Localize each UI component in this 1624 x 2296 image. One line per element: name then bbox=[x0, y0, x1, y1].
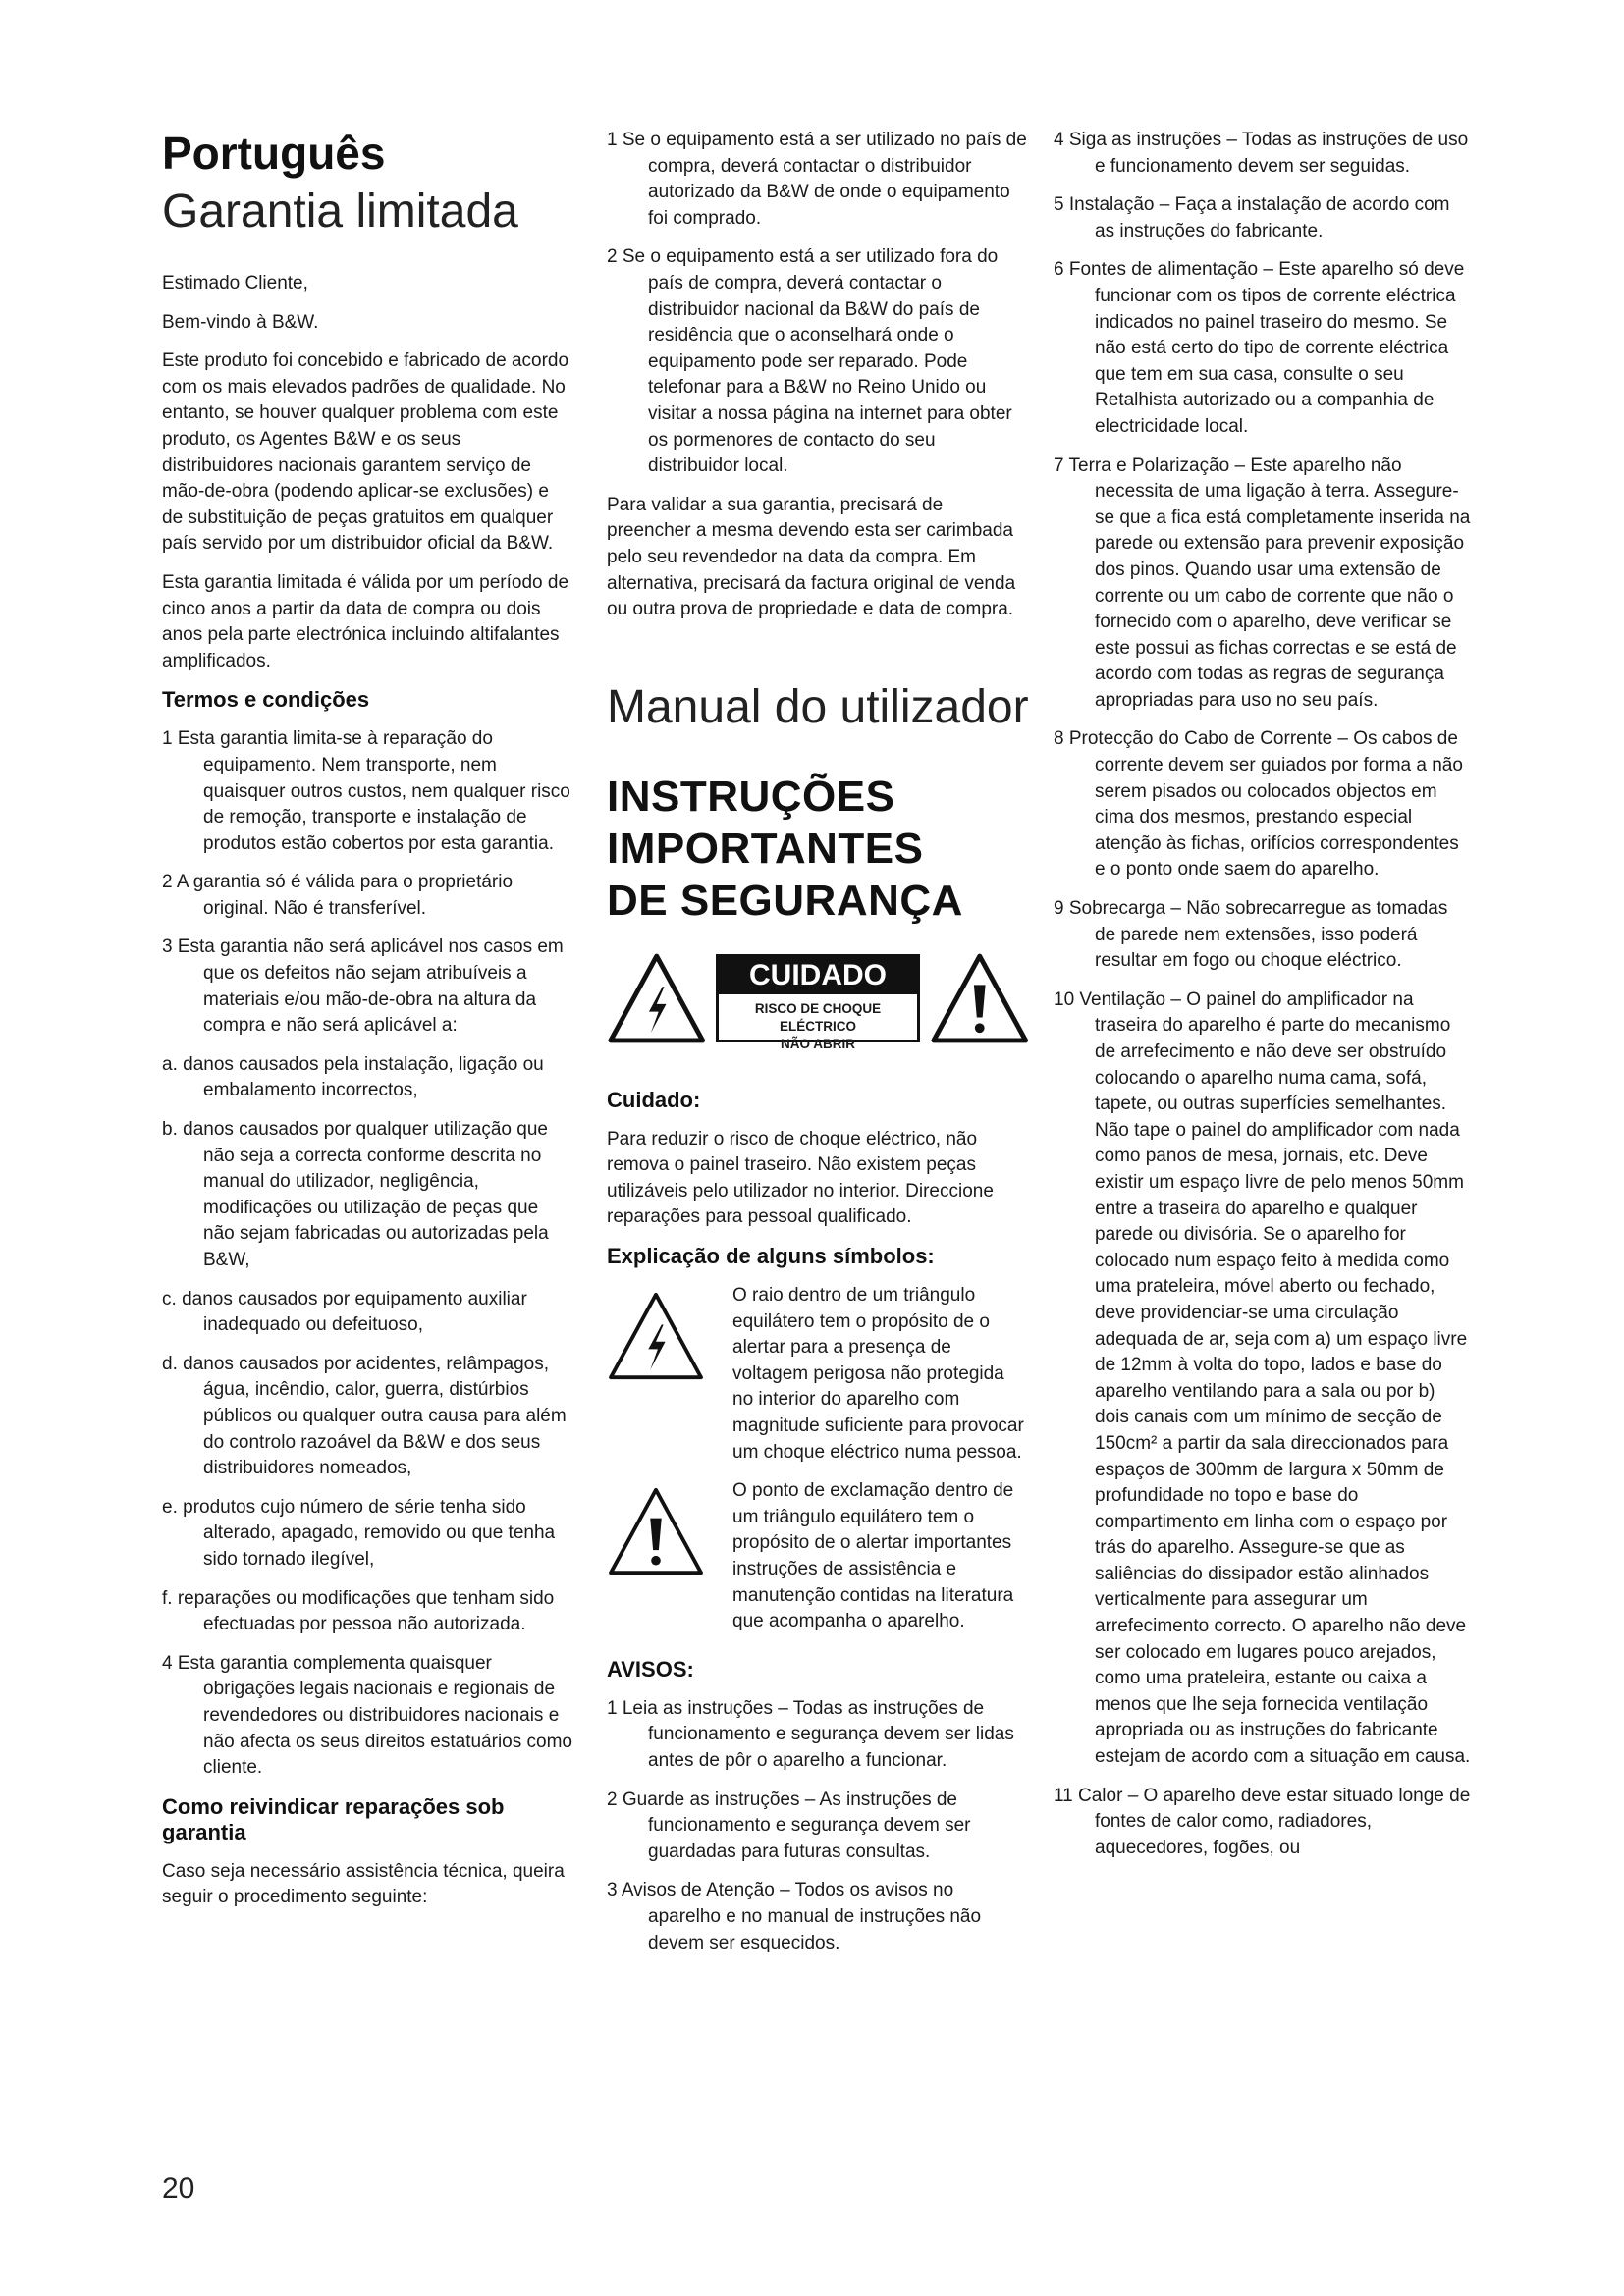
list-item bbox=[1054, 988, 1471, 1771]
item-number: 4 bbox=[1054, 130, 1064, 150]
item-text: Ventilação – O painel do amplificador na traseira do aparelho é parte do mecanismo de arrefecimento e não deve ser obstruído colocando o aparelho numa cama, sofá, tapete, ou outras superfícies semelhantes. Não tape o painel do amplificador com nada como panos de mesa, jornais, etc. Deve existir um espaço livre de pelo menos 50mm entre a traseira do aparelho e qualquer parede ou divisória. Se o aparelho for colocado num espaço feito à medida como uma prateleira, móvel aberto ou fechado, deve providenciar-se uma circulação adequada de ar, seja com a) um espaço livre de 12mm à volta do topo, lados e base do aparelho ventilando para a sala ou por b) dois canais com um mínimo de secção de 150cm² a partir da sala direccionados para espaços de 300mm de largura x 50mm de profundidade no topo e base do compartimento em linha com o espaço por trás do aparelho. Assegure-se que as saliências do dissipador estão alinhados verticalmente para assegurar um arrefecimento correcto. O aparelho não deve ser colocado em lugares pouco arejados, como uma prateleira, estante ou caixa a menos que lhe seja fornecida ventilação apropriada ou as instruções do fabricante estejam de acordo com a situação em causa. bbox=[1079, 988, 1471, 1768]
item-number: 2 bbox=[162, 872, 173, 893]
welcome: Bem-vindo à B&W. bbox=[162, 311, 319, 333]
lightning-triangle-icon bbox=[607, 1291, 705, 1381]
list-item bbox=[1054, 128, 1471, 180]
caution-box-line1: RISCO DE CHOQUE ELÉCTRICO bbox=[754, 1000, 882, 1034]
warnings-heading: AVISOS: bbox=[607, 1656, 694, 1682]
safety-title-line2: IMPORTANTES bbox=[607, 824, 924, 873]
caution-box bbox=[716, 954, 919, 1051]
item-number: 5 bbox=[1054, 194, 1064, 216]
item-text: Protecção do Cabo de Corrente – Os cabos de corrente devem ser guiados por forma a não serem pisados ou colocados objectos em cima dos mesmos, prestando especial atenção às fichas, orifícios correspondentes e o ponto onde saem do aparelho. bbox=[1068, 728, 1463, 881]
item-text: produtos cujo número de série tenha sido alterado, apagado, removido ou que tenha sido tornado ilegível, bbox=[183, 1496, 556, 1570]
list-item bbox=[162, 1052, 574, 1104]
list-item bbox=[162, 1117, 574, 1274]
list-item bbox=[162, 870, 574, 922]
item-number: 7 bbox=[1054, 454, 1064, 476]
warranty-title: Garantia limitada bbox=[162, 186, 518, 238]
safety-title bbox=[607, 771, 1029, 927]
item-text: Terra e Polarização – Este aparelho não necessita de uma ligação à terra. Assegure-se que a fica está completamente inserida na parede ou extensão para prevenir exposição dos pinos. Quando usar uma extensão de corrente ou um cabo de corrente que não o fornecido com o aparelho, deve verificar se este possui as fichas correctas e se está de acordo com todas as regras de segurança apropriadas para uso no seu país. bbox=[1068, 454, 1471, 711]
exclamation-triangle-icon bbox=[607, 1486, 705, 1576]
symbol-icon-cell bbox=[607, 1283, 732, 1466]
item-text: Calor – O aparelho deve estar situado longe de fontes de calor como, radiadores, aquecedores, fogões, ou bbox=[1078, 1785, 1471, 1858]
language-title: Português bbox=[162, 128, 386, 179]
safety-title-line1: INSTRUÇÕES bbox=[607, 772, 895, 821]
terms-heading: Termos e condições bbox=[162, 687, 370, 713]
caution-box-text bbox=[719, 1000, 916, 1053]
exclamation-explanation: O ponto de exclamação dentro de um triângulo equilátero tem o propósito de o alertar importantes instruções de assistência e manutenção contidas na literatura que acompanha o aparelho. bbox=[732, 1480, 1014, 1632]
caution-box-line2: NÃO ABRIR bbox=[781, 1036, 855, 1051]
symbol-explanation-lightning bbox=[607, 1283, 1029, 1466]
column-middle bbox=[607, 128, 1029, 1969]
item-number: 9 bbox=[1054, 898, 1064, 920]
list-item bbox=[162, 1651, 574, 1782]
item-number: e. bbox=[162, 1496, 178, 1518]
item-number: 3 bbox=[162, 936, 173, 958]
list-item bbox=[1054, 257, 1471, 440]
item-text: Esta garantia limita-se à reparação do equipamento. Nem transporte, nem quaisquer outros custos, nem qualquer risco de remoção, transporte e instalação de produtos estão cobertos por esta garantia. bbox=[177, 728, 570, 854]
column-left bbox=[162, 128, 574, 1924]
list-item bbox=[162, 1495, 574, 1574]
item-number: 1 bbox=[162, 728, 173, 750]
caution-label bbox=[607, 944, 1029, 1052]
item-number: 10 bbox=[1054, 988, 1075, 1010]
item-text: danos causados pela instalação, ligação ou embalamento incorrectos, bbox=[183, 1053, 544, 1101]
list-item bbox=[607, 244, 1029, 479]
symbol-icon-cell bbox=[607, 1478, 732, 1635]
item-text: Se o equipamento está a ser utilizado no país de compra, deverá contactar o distribuidor autorizado da B&W de onde o equipamento foi comprado. bbox=[622, 130, 1027, 229]
claims-heading: Como reivindicar reparações sob garantia bbox=[162, 1793, 505, 1844]
list-item bbox=[162, 1586, 574, 1638]
list-item bbox=[607, 1696, 1029, 1775]
item-text: danos causados por acidentes, relâmpagos, água, incêndio, calor, guerra, distúrbios públicos ou qualquer outra causa para além do controlo razoável da B&W e dos seus distribuidores nomeados, bbox=[183, 1353, 567, 1479]
lightning-triangle-icon bbox=[607, 951, 706, 1045]
symbol-explanation-exclamation bbox=[607, 1478, 1029, 1635]
item-number: 8 bbox=[1054, 728, 1064, 750]
lightning-explanation: O raio dentro de um triângulo equilátero tem o propósito de o alertar para a presença de voltagem perigosa não protegida no interior do aparelho com magnitude suficiente para provocar um choque eléctrico numa pessoa. bbox=[732, 1285, 1024, 1463]
item-number: 1 bbox=[607, 130, 618, 150]
warranty-intro: Este produto foi concebido e fabricado de acordo com os mais elevados padrões de qualidade. No entanto, se houver qualquer problema com este produto, os Agentes B&W e os seus distribuidores nacionais garantem serviço de mão-de-obra (podendo aplicar-se exclusões) e de substituição de peças gratuitos em qualquer país servido por um distribuidor oficial da B&W. bbox=[162, 350, 569, 555]
item-number: 1 bbox=[607, 1697, 618, 1719]
item-text: Instalação – Faça a instalação de acordo com as instruções do fabricante. bbox=[1068, 194, 1450, 241]
item-text: reparações ou modificações que tenham sido efectuadas por pessoa não autorizada. bbox=[177, 1587, 555, 1635]
item-text: Fontes de alimentação – Este aparelho só deve funcionar com os tipos de corrente eléctrica indicados no painel traseiro do mesmo. Se não está certo do tipo de corrente eléctrica que tem em sua casa, consulte o seu Retalhista autorizado ou a companhia de electricidade local. bbox=[1068, 259, 1465, 437]
item-text: Guarde as instruções – As instruções de funcionamento e segurança devem ser guardadas para futuras consultas. bbox=[622, 1789, 971, 1862]
item-number: 2 bbox=[607, 246, 618, 268]
item-text: danos causados por equipamento auxiliar inadequado ou defeituoso, bbox=[182, 1288, 527, 1336]
item-number: 4 bbox=[162, 1652, 173, 1674]
symbols-heading: Explicação de alguns símbolos: bbox=[607, 1244, 935, 1269]
caution-text: Para reduzir o risco de choque eléctrico, não remova o painel traseiro. Não existem peças utilizáveis pelo utilizador no interior. Direccione reparações para pessoal qualificado. bbox=[607, 1128, 994, 1228]
item-text: Siga as instruções – Todas as instruções de uso e funcionamento devem ser seguidas. bbox=[1068, 130, 1469, 177]
item-text: Leia as instruções – Todas as instruções de funcionamento e segurança devem ser lidas antes de pôr o aparelho a funcionar. bbox=[622, 1697, 1014, 1771]
item-text: Se o equipamento está a ser utilizado fora do país de compra, deverá contactar o distribuidor nacional da B&W do país de residência que o aconselhará onde o equipamento pode ser reparado. Pode telefonar para a B&W no Reino Unido ou visitar a nossa página na internet para obter os pormenores de contacto do seu distribuidor local. bbox=[622, 246, 1012, 477]
caution-box-title: CUIDADO bbox=[719, 957, 916, 994]
item-text: Esta garantia não será aplicável nos casos em que os defeitos não sejam atribuíveis a materiais e/ou mão-de-obra na altura da compra e não será aplicável a: bbox=[177, 936, 564, 1037]
greeting: Estimado Cliente, bbox=[162, 273, 308, 294]
manual-title: Manual do utilizador bbox=[607, 680, 1029, 733]
list-item bbox=[1054, 454, 1471, 715]
item-number: 3 bbox=[607, 1880, 618, 1901]
item-number: f. bbox=[162, 1587, 173, 1609]
item-number: a. bbox=[162, 1053, 178, 1075]
exclamation-triangle-icon bbox=[930, 951, 1029, 1045]
item-number: c. bbox=[162, 1288, 177, 1309]
list-item bbox=[607, 1788, 1029, 1866]
validation-text: Para validar a sua garantia, precisará de preencher a mesma devendo esta ser carimbada pelo seu revendedor na data da compra. Em alternativa, precisará da factura original de venda ou outra prova de propriedade e data de compra. bbox=[607, 494, 1016, 620]
item-number: b. bbox=[162, 1119, 178, 1141]
item-text: Avisos de Atenção – Todos os avisos no aparelho e no manual de instruções não devem ser esquecidos. bbox=[621, 1880, 982, 1953]
list-item bbox=[1054, 726, 1471, 883]
item-text: Sobrecarga – Não sobrecarregue as tomadas de parede nem extensões, isso poderá resultar em fogo ou choque eléctrico. bbox=[1068, 898, 1448, 972]
list-item bbox=[1054, 896, 1471, 975]
claims-intro: Caso seja necessário assistência técnica, queira seguir o procedimento seguinte: bbox=[162, 1860, 565, 1908]
list-item bbox=[607, 1878, 1029, 1956]
page-number: 20 bbox=[162, 2172, 195, 2205]
item-number: d. bbox=[162, 1353, 178, 1374]
list-item bbox=[162, 934, 574, 1039]
list-item bbox=[162, 726, 574, 857]
column-right bbox=[1054, 128, 1471, 1874]
item-text: Esta garantia complementa quaisquer obrigações legais nacionais e regionais de revendedores ou distribuidores nacionais e não afecta os seus direitos estatuários como cliente. bbox=[177, 1652, 572, 1779]
warranty-validity: Esta garantia limitada é válida por um período de cinco anos a partir da data de compra ou dois anos pela parte electrónica incluindo altifalantes amplificados. bbox=[162, 571, 569, 671]
list-item bbox=[607, 128, 1029, 232]
safety-title-line3: DE SEGURANÇA bbox=[607, 876, 963, 925]
list-item bbox=[1054, 192, 1471, 244]
list-item bbox=[162, 1287, 574, 1339]
list-item bbox=[1054, 1784, 1471, 1862]
caution-heading: Cuidado: bbox=[607, 1087, 701, 1112]
item-number: 6 bbox=[1054, 259, 1064, 281]
item-text: danos causados por qualquer utilização que não seja a correcta conforme descrita no manual do utilizador, negligência, modificações ou utilização de peças que não sejam fabricadas ou autorizadas pela B&W, bbox=[183, 1119, 549, 1270]
item-text: A garantia só é válida para o proprietário original. Não é transferível. bbox=[176, 872, 514, 919]
list-item bbox=[162, 1352, 574, 1482]
item-number: 2 bbox=[607, 1789, 618, 1810]
item-number: 11 bbox=[1054, 1785, 1073, 1806]
